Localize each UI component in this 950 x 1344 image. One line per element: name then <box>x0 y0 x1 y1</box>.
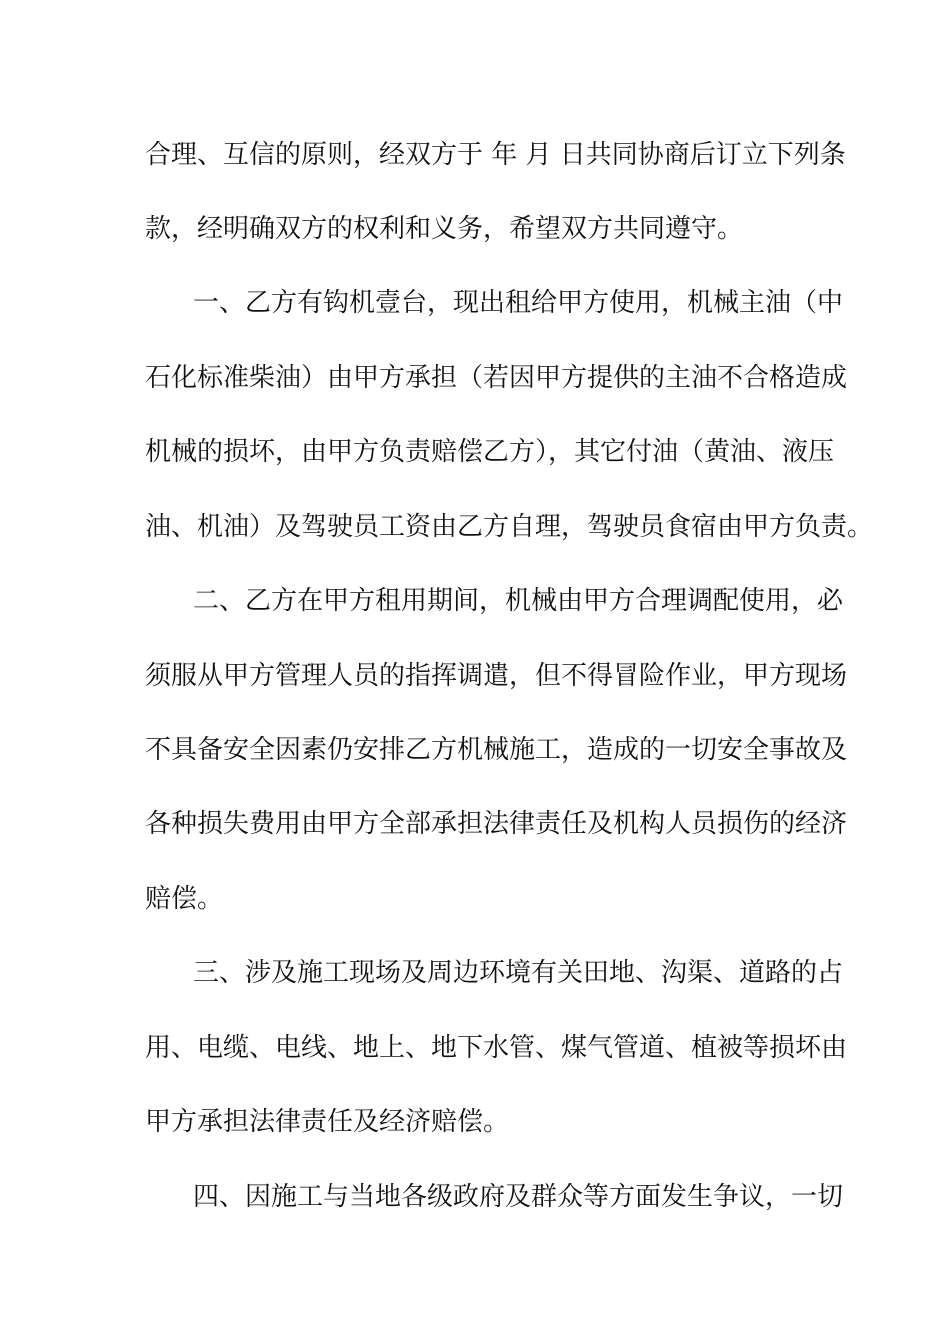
text-line: 不具备安全因素仍安排乙方机械施工，造成的一切安全事故及 <box>145 735 848 765</box>
text-line: 用、电缆、电线、地上、地下水管、煤气管道、植被等损坏由 <box>145 1033 848 1063</box>
text-line: 石化标准柴油）由甲方承担（若因甲方提供的主油不合格造成 <box>145 363 848 393</box>
text-line: 甲方承担法律责任及经济赔偿。 <box>145 1107 510 1137</box>
text-line: 赔偿。 <box>145 884 224 914</box>
text-line: 机械的损坏，由甲方负责赔偿乙方），其它付油（黄油、液压 <box>145 437 835 467</box>
text-line: 款，经明确双方的权利和义务，希望双方共同遵守。 <box>145 214 744 244</box>
text-line: 须服从甲方管理人员的指挥调遣，但不得冒险作业，甲方现场 <box>145 661 848 691</box>
text-line: 合理、互信的原则，经双方于 年 月 日共同协商后订立下列条 <box>145 140 846 170</box>
paragraph-3-start: 三、涉及施工现场及周边环境有关田地、沟渠、道路的占 <box>193 958 844 988</box>
text-line: 各种损失费用由甲方全部承担法律责任及机构人员损伤的经济 <box>145 809 848 839</box>
paragraph-4-start: 四、因施工与当地各级政府及群众等方面发生争议，一切 <box>193 1182 844 1212</box>
paragraph-1-start: 一、乙方有钩机壹台，现出租给甲方使用，机械主油（中 <box>193 288 844 318</box>
text-line: 油、机油）及驾驶员工资由乙方自理，驾驶员食宿由甲方负责。 <box>145 512 874 542</box>
paragraph-2-start: 二、乙方在甲方租用期间，机械由甲方合理调配使用，必 <box>193 586 844 616</box>
